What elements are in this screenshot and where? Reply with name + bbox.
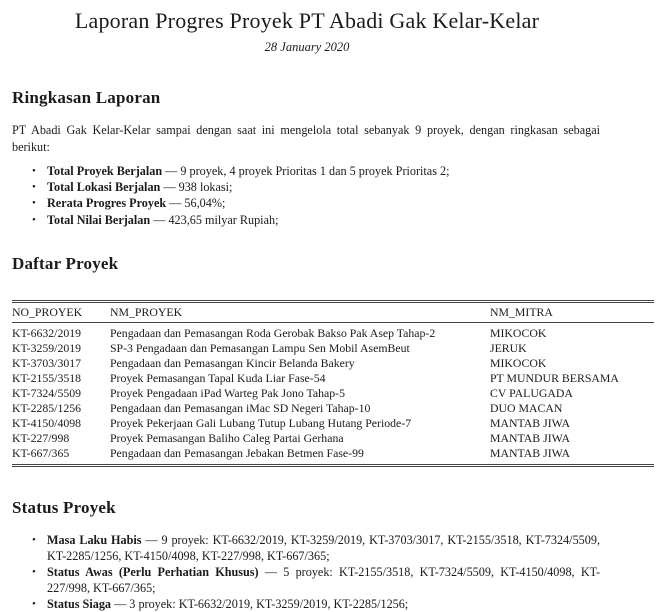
list-item bbox=[12, 596, 600, 612]
cell-nm-proyek: Pengadaan dan Pemasangan iMac SD Negeri Tahap-10 bbox=[110, 400, 371, 415]
item-label: Total Lokasi Berjalan bbox=[47, 180, 161, 195]
cell-nm-proyek: Proyek Pengadaan iPad Warteg Pak Jono Tahap-5 bbox=[110, 385, 345, 400]
list-item bbox=[12, 179, 600, 195]
cell-nm-mitra: DUO MACAN bbox=[490, 400, 563, 415]
status-heading: Status Proyek bbox=[12, 497, 116, 517]
cell-no-proyek: KT-2155/3518 bbox=[12, 370, 82, 385]
cell-nm-mitra: MANTAB JIWA bbox=[490, 415, 570, 430]
item-text: — 9 proyek, 4 proyek Prioritas 1 dan 5 proyek Prioritas 2; bbox=[165, 164, 450, 178]
cell-no-proyek: KT-2285/1256 bbox=[12, 400, 82, 415]
projects-heading: Daftar Proyek bbox=[12, 253, 119, 273]
item-label: Total Nilai Berjalan bbox=[47, 212, 151, 227]
column-header-nm-proyek: NM_PROYEK bbox=[110, 301, 490, 322]
doc-date: 28 January 2020 bbox=[264, 40, 350, 54]
cell-no-proyek: KT-4150/4098 bbox=[12, 415, 82, 430]
column-header-no-proyek: NO_PROYEK bbox=[12, 301, 110, 322]
list-item bbox=[12, 195, 600, 211]
cell-nm-mitra: MANTAB JIWA bbox=[490, 430, 570, 445]
cell-no-proyek: KT-3703/3017 bbox=[12, 355, 82, 370]
list-item bbox=[12, 532, 600, 564]
list-item bbox=[12, 163, 600, 179]
table-row bbox=[12, 356, 654, 371]
item-label: Total Proyek Berjalan bbox=[47, 164, 163, 178]
table-row bbox=[12, 341, 654, 356]
table-row bbox=[12, 371, 654, 386]
cell-no-proyek: KT-227/998 bbox=[12, 430, 70, 445]
cell-nm-proyek: Pengadaan dan Pemasangan Jebakan Betmen Fase-99 bbox=[110, 445, 364, 460]
cell-nm-mitra: JERUK bbox=[490, 340, 527, 355]
item-text: — 938 lokasi; bbox=[163, 180, 233, 195]
list-item bbox=[12, 564, 600, 596]
item-text: — 423,65 milyar Rupiah; bbox=[153, 212, 279, 227]
section-summary bbox=[12, 88, 655, 228]
item-text: — 9 proyek: KT-6632/2019, KT-3259/2019, KT-3703/3017, KT-2155/3518, KT-7324/5509, KT-2285/1256, KT-4150/4098, KT-227/998, KT-667/365; bbox=[47, 532, 600, 563]
section-status bbox=[12, 498, 655, 612]
doc-header bbox=[12, 8, 602, 55]
table-row bbox=[12, 322, 654, 341]
summary-heading: Ringkasan Laporan bbox=[12, 88, 161, 107]
cell-no-proyek: KT-6632/2019 bbox=[12, 325, 82, 340]
table-row bbox=[12, 431, 654, 446]
cell-nm-mitra: CV PALUGADA bbox=[490, 385, 573, 400]
item-label: Rerata Progres Proyek bbox=[47, 196, 167, 211]
table-row bbox=[12, 401, 654, 416]
cell-nm-mitra: MANTAB JIWA bbox=[490, 445, 570, 460]
cell-no-proyek: KT-3259/2019 bbox=[12, 340, 82, 355]
projects-table bbox=[12, 300, 654, 467]
cell-nm-proyek: SP-3 Pengadaan dan Pemasangan Lampu Sen Mobil AsemBeut bbox=[110, 340, 410, 355]
cell-nm-mitra: MIKOCOK bbox=[490, 355, 547, 370]
table-header-row bbox=[12, 301, 654, 322]
cell-no-proyek: KT-667/365 bbox=[12, 445, 70, 460]
list-item bbox=[12, 212, 600, 228]
cell-nm-proyek: Pengadaan dan Pemasangan Kincir Belanda Bakery bbox=[110, 355, 355, 370]
summary-list bbox=[12, 163, 600, 228]
table-row bbox=[12, 446, 654, 466]
cell-nm-mitra: MIKOCOK bbox=[490, 325, 547, 340]
cell-nm-proyek: Pengadaan dan Pemasangan Roda Gerobak Bakso Pak Asep Tahap-2 bbox=[110, 325, 436, 340]
summary-intro: PT Abadi Gak Kelar-Kelar sampai dengan saat ini mengelola total sebanyak 9 proyek, dengan ringkasan sebagai berikut: bbox=[12, 123, 600, 154]
item-text: — 56,04%; bbox=[169, 196, 226, 211]
cell-nm-proyek: Proyek Pemasangan Baliho Caleg Partai Gerhana bbox=[110, 430, 344, 445]
item-label: Masa Laku Habis bbox=[47, 532, 142, 547]
table-row bbox=[12, 386, 654, 401]
cell-no-proyek: KT-7324/5509 bbox=[12, 385, 82, 400]
item-label: Status Siaga bbox=[47, 596, 112, 611]
item-text: — 5 proyek: KT-2155/3518, KT-7324/5509, KT-4150/4098, KT-227/998, KT-667/365; bbox=[47, 564, 600, 595]
column-header-nm-mitra: NM_MITRA bbox=[490, 301, 654, 322]
table-row bbox=[12, 416, 654, 431]
section-projects bbox=[12, 254, 655, 467]
cell-nm-proyek: Proyek Pemasangan Tapal Kuda Liar Fase-54 bbox=[110, 370, 326, 385]
status-list bbox=[12, 532, 600, 612]
item-label: Status Awas (Perlu Perhatian Khusus) bbox=[47, 564, 259, 579]
item-text: — 3 proyek: KT-6632/2019, KT-3259/2019, KT-2285/1256; bbox=[114, 596, 409, 611]
cell-nm-proyek: Proyek Pekerjaan Gali Lubang Tutup Lubang Hutang Periode-7 bbox=[110, 415, 412, 430]
doc-title: Laporan Progres Proyek PT Abadi Gak Kelar-Kelar bbox=[74, 8, 540, 33]
cell-nm-mitra: PT MUNDUR BERSAMA bbox=[490, 370, 619, 385]
